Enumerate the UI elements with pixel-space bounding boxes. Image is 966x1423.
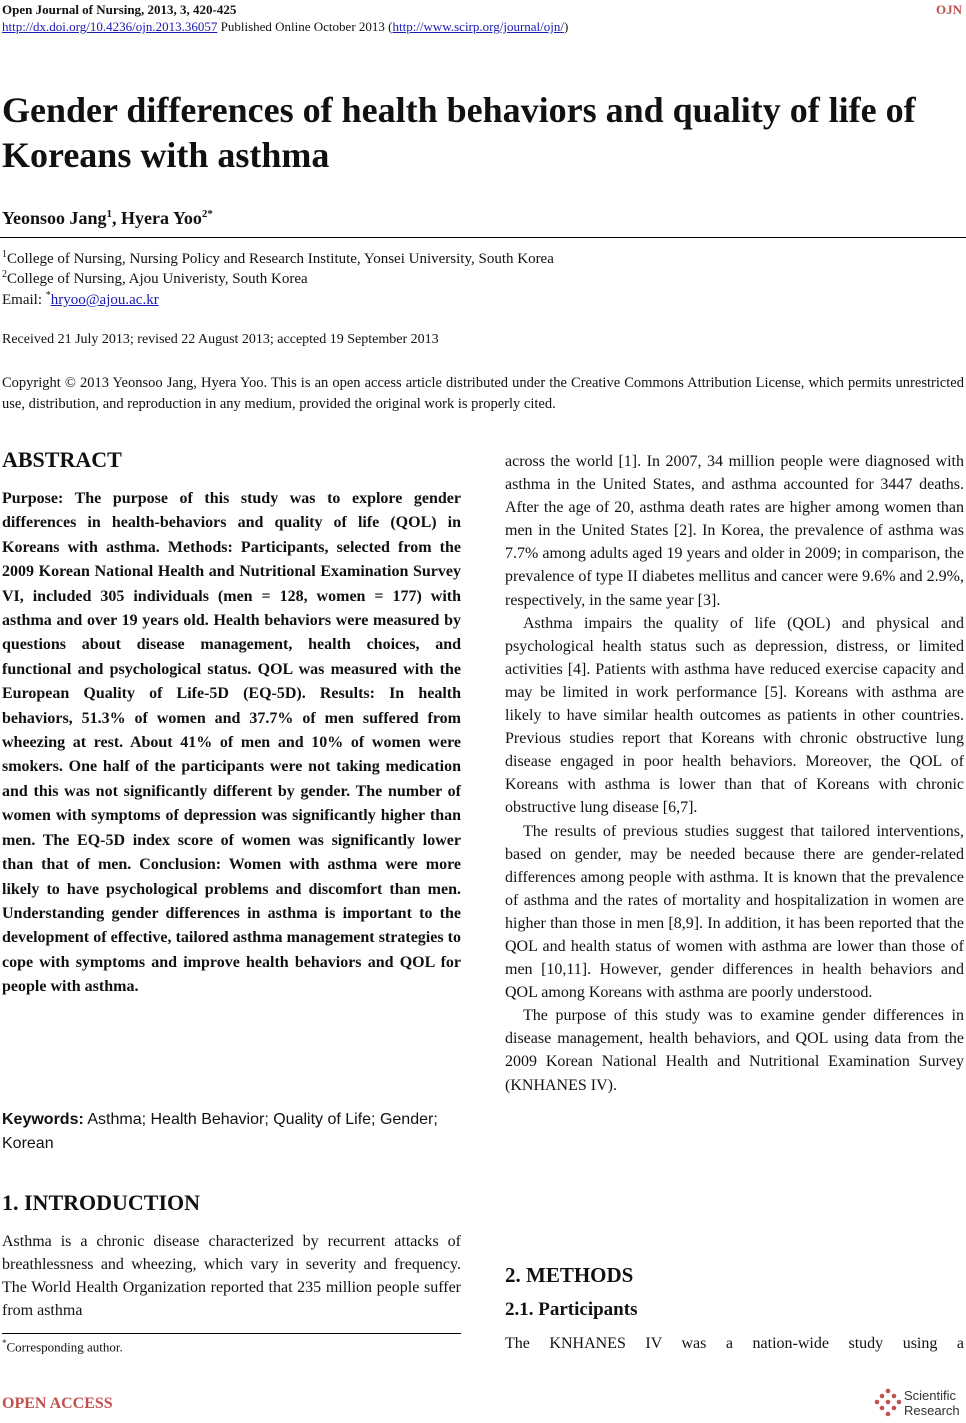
email-label: Email:	[2, 292, 46, 308]
paper-title: Gender differences of health behaviors and quality of life of Koreans with asthma	[2, 90, 916, 175]
intro-paragraph: across the world [1]. In 2007, 34 million people were diagnosed with asthma in the United States, and asthma accounted for 3447 deaths. After the age of 20, asthma death rates are higher among women than men in the United States [2]. In Korea, the prevalence of asthma was 7.7% among adults aged 19 years and older in 2009; in comparison, the prevalence of type II diabetes mellitus and cancer were 9.6% and 2.9%, respectively, in the same year [3].	[505, 453, 964, 609]
author-affil-sup: 1	[106, 208, 113, 220]
publisher-logo-icon	[874, 1388, 902, 1418]
participants-heading: 2.1. Participants	[505, 1299, 638, 1320]
logo-line: Scientific	[904, 1388, 957, 1403]
author-separator: ,	[112, 208, 122, 228]
email-line	[2, 290, 159, 309]
keywords-text: Asthma; Health Behavior; Quality of Life; Gender; Korean	[2, 1111, 438, 1152]
scientific-research-logo	[874, 1388, 964, 1422]
keywords-label: Keywords:	[2, 1111, 84, 1128]
open-access-label: OPEN ACCESS	[2, 1395, 113, 1412]
logo-text	[904, 1388, 960, 1418]
journal-link[interactable]: http://www.scirp.org/journal/ojn/	[392, 19, 564, 34]
affil-sup: 1	[2, 249, 7, 260]
header-rule	[0, 237, 966, 238]
published-text: Published Online October 2013 (	[217, 19, 393, 34]
journal-abbrev: OJN	[936, 2, 962, 17]
methods-heading: 2. METHODS	[505, 1263, 634, 1287]
publication-line	[2, 19, 568, 35]
right-column-text	[505, 450, 964, 1097]
footnote-sup: *	[2, 1338, 7, 1348]
introduction-heading: 1. INTRODUCTION	[2, 1190, 201, 1215]
participants-text: The KNHANES IV was a nation-wide study using a	[505, 1335, 964, 1352]
author-name: Hyera Yoo	[121, 208, 202, 228]
footnote	[2, 1338, 123, 1355]
author-name: Yeonsoo Jang	[2, 208, 107, 228]
intro-paragraph: The results of previous studies suggest that tailored interventions, based on gender, may be needed because there are gender-related differences among people with asthma. It is known that the prevalence of asthma and the rates of mortality and hospitalization in women are higher than those in men [8,9]. In addition, it has been reported that the QOL and health status of women with asthma are lower than those of men [10,11]. However, gender differences in health behaviors and QOL among Koreans with asthma are poorly understood.	[505, 822, 964, 1002]
affil-text: College of Nursing, Nursing Policy and Research Institute, Yonsei University, South Korea	[7, 251, 554, 267]
footnote-text: Corresponding author.	[6, 1339, 123, 1355]
affil-sup: 2	[2, 269, 7, 280]
abstract-heading: ABSTRACT	[2, 447, 122, 472]
logo-line: Research	[904, 1403, 960, 1418]
keywords	[2, 1108, 461, 1156]
email-link[interactable]: hryoo@ajou.ac.kr	[50, 292, 159, 308]
intro-paragraph: Asthma impairs the quality of life (QOL) and physical and psychological health status such as depression, distress, or limited activities [4]. Patients with asthma have reduced exercise capacity and may be limited in work performance [5]. Koreans with asthma are likely to have similar health outcomes as patients in other countries. Previous studies report that Koreans with chronic obstructive lung disease engaged in poor health behaviors. Moreover, the QOL of Koreans with asthma is lower than that of Koreans with chronic obstructive lung disease [6,7].	[505, 614, 964, 817]
affiliation	[2, 249, 554, 268]
email-sup: *	[45, 290, 51, 301]
footnote-rule	[2, 1333, 461, 1334]
closing-paren: )	[564, 19, 569, 34]
copyright-notice: Copyright © 2013 Yeonsoo Jang, Hyera Yoo. This is an open access article distributed under the Creative Commons Attribution License, which permits unrestricted use, distribution, and reproduction in any medium, provided the original work is properly cited.	[2, 375, 964, 412]
authors	[2, 208, 213, 229]
doi-link[interactable]: http://dx.doi.org/10.4236/ojn.2013.36057	[2, 19, 218, 34]
author-affil-sup: 2*	[201, 208, 213, 220]
received-dates: Received 21 July 2013; revised 22 August 2013; accepted 19 September 2013	[2, 332, 439, 347]
affiliation	[2, 269, 308, 288]
intro-paragraph: Asthma is a chronic disease characterized by recurrent attacks of breathlessness and wheezing, which vary in severity and frequency. The World Health Organization reported that 235 million people suffer from asthma	[2, 1233, 461, 1320]
journal-citation: Open Journal of Nursing, 2013, 3, 420-425	[2, 2, 237, 17]
affil-text: College of Nursing, Ajou Univeristy, South Korea	[7, 271, 308, 287]
intro-paragraph: The purpose of this study was to examine gender differences in disease management, health behaviors, and QOL using data from the 2009 Korean National Health and Nutritional Examination Survey (KNHANES IV).	[505, 1007, 964, 1094]
abstract-text: Purpose: The purpose of this study was to explore gender differences in health-behaviors and quality of life (QOL) in Koreans with asthma. Methods: Participants, selected from the 2009 Korean National Health and Nutritional Examination Survey VI, included 305 individuals (men = 128, women = 177) with asthma and over 19 years old. Health behaviors were measured by questions about disease management, health choices, and functional and psychological status. QOL was measured with the European Quality of Life-5D (EQ-5D). Results: In health behaviors, 51.3% of women and 37.7% of men suffered from wheezing at rest. About 41% of men and 10% of women were smokers. One half of the participants were not taking medication and this was not significantly different by gender. The number of women with symptoms of depression was significantly higher than men. The EQ-5D index score of women was significantly lower than that of men. Conclusion: Women with asthma were more likely to have psychological problems and discomfort than men. Understanding gender differences in asthma is important to the development of effective, tailored asthma management strategies to cope with symptoms and improve health behaviors and QOL for people with asthma.	[2, 490, 461, 996]
